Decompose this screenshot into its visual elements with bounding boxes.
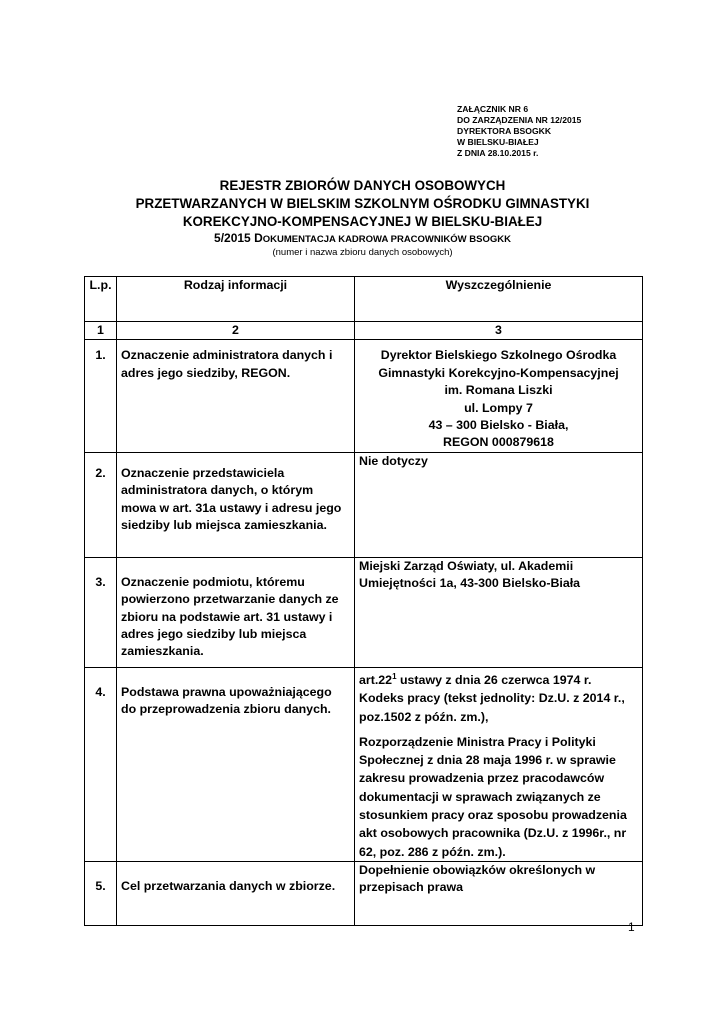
table-row [85, 861, 643, 925]
table-header-row [85, 277, 643, 322]
table-row [85, 340, 643, 452]
header-lp: L.p. [85, 277, 117, 322]
table-row [85, 557, 643, 667]
column-number: 1 [85, 322, 117, 340]
row-info: Oznaczenie podmiotu, któremu powierzono przetwarzanie danych ze zbioru na podstawie art. 31 ustawy i adres jego siedziby lub miejsca zamieszkania. [117, 557, 355, 667]
page-number: 1 [628, 920, 635, 934]
title-line: KOREKCYJNO-KOMPENSACYJNEJ W BIELSKU-BIAŁEJ [182, 214, 543, 229]
annex-line: W BIELSKU-BIAŁEJ [457, 137, 539, 147]
legal-basis-article: art.22 [359, 672, 393, 687]
annex-header [457, 104, 581, 159]
row-detail: Dopełnienie obowiązków określonych w przepisach prawa [355, 861, 643, 925]
title-line: PRZETWARZANYCH W BIELSKIM SZKOLNYM OŚRODKU GIMNASTYKI [135, 196, 590, 211]
row-detail: Nie dotyczy [355, 452, 643, 557]
row-lp: 3. [85, 557, 117, 667]
annex-line: DO ZARZĄDZENIA NR 12/2015 [457, 115, 582, 125]
header-info-type: Rodzaj informacji [117, 277, 355, 322]
legal-basis-1 [359, 668, 638, 726]
row-detail [355, 340, 643, 452]
dataset-title: OKUMENTACJA KADROWA PRACOWNIKÓW BSOGKK [262, 234, 511, 245]
table-row [85, 667, 643, 861]
table-row [85, 452, 643, 557]
header-details: Wyszczególnienie [355, 277, 643, 322]
row-lp: 4. [85, 667, 117, 861]
row-info: Podstawa prawna upoważniającego do przeprowadzenia zbioru danych. [117, 667, 355, 861]
annex-line: ZAŁĄCZNIK NR 6 [457, 104, 529, 114]
annex-line: DYREKTORA BSOGKK [457, 126, 552, 136]
dataset-name [84, 231, 641, 247]
detail-line: ul. Lompy 7 [464, 400, 533, 415]
detail-line: Gimnastyki Korekcyjno-Kompensacyjnej [378, 365, 619, 380]
document-title [84, 177, 641, 259]
row-lp: 2. [85, 452, 117, 557]
annex-line: Z DNIA 28.10.2015 r. [457, 148, 539, 158]
column-number: 3 [355, 322, 643, 340]
detail-line: im. Romana Liszki [444, 383, 553, 398]
title-line: REJESTR ZBIORÓW DANYCH OSOBOWYCH [219, 178, 506, 193]
detail-line: REGON 000879618 [443, 435, 554, 450]
column-number: 2 [117, 322, 355, 340]
row-lp: 1. [85, 340, 117, 452]
row-detail [355, 667, 643, 861]
legal-basis-2: Rozporządzenie Ministra Pracy i Polityki Społecznej z dnia 28 maja 1996 r. w sprawie zakresu prowadzenia przez pracodawców dokumentacji w sprawach związanych ze stosunkiem pracy oraz sposobu prowadzenia akt osobowych pracownika (Dz.U. z 1996r., nr 62, poz. 286 z późn. zm.). [359, 734, 627, 859]
dataset-number: 5/2015 D [214, 231, 263, 245]
row-lp: 5. [85, 861, 117, 925]
row-info: Oznaczenie administratora danych i adres jego siedziby, REGON. [117, 340, 355, 452]
row-info: Oznaczenie przedstawiciela administratora danych, o którym mowa w art. 31a ustawy i adresu jego siedziby lub miejsca zamieszkania. [117, 452, 355, 557]
detail-line: Dyrektor Bielskiego Szkolnego Ośrodka [380, 348, 617, 363]
legal-basis-superscript: 1 [392, 671, 397, 681]
row-info: Cel przetwarzania danych w zbiorze. [117, 861, 355, 925]
detail-line: 43 – 300 Bielsko - Biała, [428, 418, 569, 433]
row-detail: Miejski Zarząd Oświaty, ul. Akademii Umiejętności 1a, 43-300 Bielsko-Biała [355, 557, 643, 667]
column-number-row [85, 322, 643, 340]
dataset-caption: (numer i nazwa zbioru danych osobowych) [272, 247, 453, 258]
register-table [84, 276, 643, 926]
legal-basis-text: ustawy z dnia 26 czerwca 1974 r. Kodeks pracy (tekst jednolity: Dz.U. z 2014 r., poz.1502 z późn. zm.), [359, 672, 625, 724]
